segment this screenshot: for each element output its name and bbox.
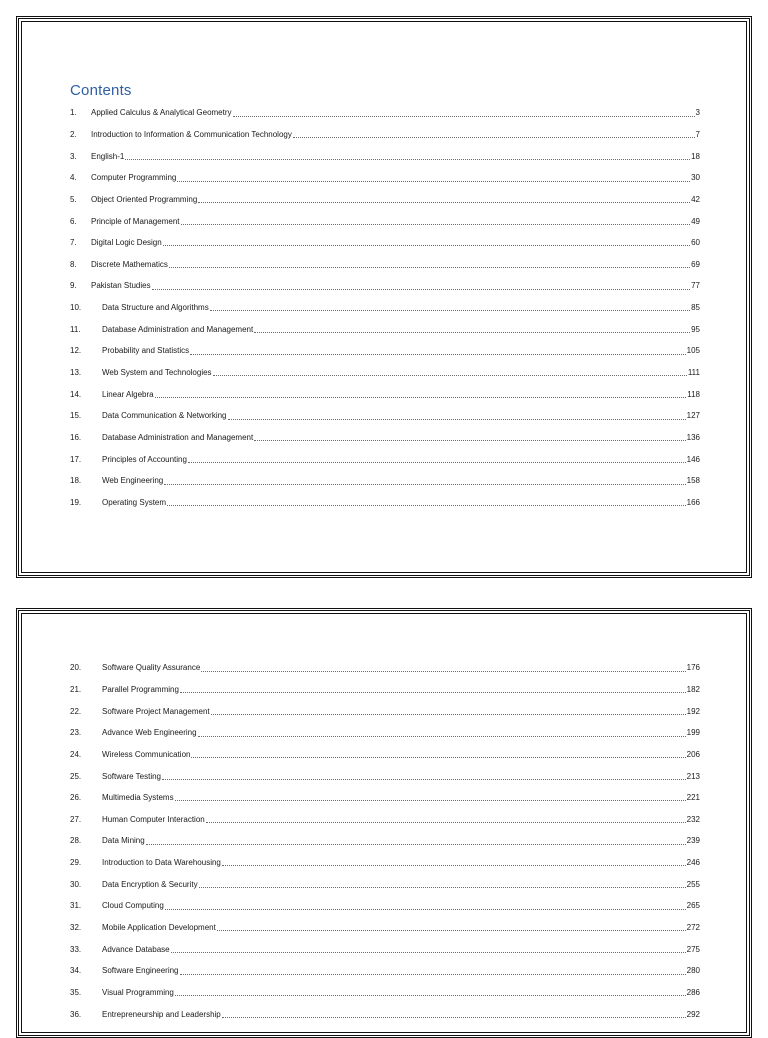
toc-dot-leader (199, 887, 686, 888)
toc-entry-title: Software Quality Assurance (102, 663, 201, 673)
toc-dot-leader (163, 245, 690, 246)
toc-entry-number: 28. (70, 836, 82, 846)
toc-dot-leader (162, 779, 686, 780)
toc-dot-leader (213, 375, 687, 376)
toc-entry-title: Web Engineering (102, 476, 164, 486)
toc-dot-leader (222, 865, 686, 866)
toc-dot-leader (175, 995, 686, 996)
toc-dot-leader (233, 116, 695, 117)
toc-entry[interactable] (70, 982, 700, 1004)
toc-entry-title: Advance Database (102, 944, 170, 954)
toc-entry-number: 16. (70, 432, 82, 442)
toc-dot-leader (164, 484, 685, 485)
toc-entry[interactable] (70, 679, 700, 701)
toc-dot-leader (167, 505, 686, 506)
toc-dot-leader (198, 202, 690, 203)
toc-entry-page-number: 265 (686, 901, 700, 911)
toc-entry-title: Software Engineering (102, 966, 179, 976)
toc-entry[interactable] (70, 873, 700, 895)
toc-entry-page-number: 69 (691, 259, 700, 269)
toc-dot-leader (152, 289, 691, 290)
toc-entry-page-number: 255 (686, 879, 700, 889)
toc-entry[interactable] (70, 830, 700, 852)
toc-entry-page-number: 232 (686, 814, 700, 824)
toc-entry-number: 18. (70, 476, 82, 486)
toc-entry[interactable] (70, 700, 700, 722)
toc-entry[interactable] (70, 340, 700, 362)
toc-dot-leader (254, 440, 685, 441)
toc-entry-number: 12. (70, 346, 82, 356)
toc-entry-title: Human Computer Interaction (102, 814, 205, 824)
toc-entry-page-number: 42 (691, 194, 700, 204)
toc-entry-title: Principle of Management (91, 216, 180, 226)
toc-entry-number: 9. (70, 281, 77, 291)
toc-entry[interactable] (70, 427, 700, 449)
toc-list-page-2 (70, 657, 700, 1025)
toc-entry-page-number: 118 (687, 389, 700, 399)
document-page-1 (16, 16, 752, 578)
document-page-2 (16, 608, 752, 1038)
toc-entry-page-number: 182 (686, 684, 700, 694)
toc-entry-page-number: 246 (686, 858, 700, 868)
toc-entry-title: Data Structure and Algorithms (102, 303, 209, 313)
toc-entry-title: Software Project Management (102, 706, 210, 716)
toc-entry[interactable] (70, 744, 700, 766)
toc-entry-number: 25. (70, 771, 82, 781)
toc-dot-leader (188, 462, 686, 463)
toc-dot-leader (222, 1017, 686, 1018)
toc-entry-page-number: 146 (686, 454, 700, 464)
toc-entry-number: 29. (70, 858, 82, 868)
toc-entry-page-number: 30 (691, 173, 700, 183)
toc-entry-title: Applied Calculus & Analytical Geometry (91, 108, 232, 118)
toc-entry-page-number: 105 (686, 346, 700, 356)
toc-dot-leader (190, 354, 685, 355)
toc-entry-page-number: 286 (686, 987, 700, 997)
toc-entry-page-number: 136 (686, 432, 700, 442)
toc-dot-leader (228, 419, 686, 420)
toc-entry-number: 3. (70, 151, 77, 161)
toc-entry[interactable] (70, 232, 700, 254)
toc-entry-number: 4. (70, 173, 77, 183)
toc-dot-leader (211, 714, 686, 715)
toc-entry-page-number: 239 (686, 836, 700, 846)
toc-entry-page-number: 221 (686, 793, 700, 803)
toc-entry-number: 30. (70, 879, 82, 889)
toc-entry-number: 5. (70, 194, 77, 204)
toc-entry-number: 33. (70, 944, 82, 954)
toc-entry-number: 31. (70, 901, 82, 911)
toc-dot-leader (181, 224, 691, 225)
toc-entry-number: 24. (70, 749, 82, 759)
toc-entry-title: Introduction to Data Warehousing (102, 858, 221, 868)
toc-entry[interactable] (70, 318, 700, 340)
toc-entry-number: 6. (70, 216, 77, 226)
toc-entry[interactable] (70, 722, 700, 744)
toc-entry-page-number: 7 (695, 129, 700, 139)
toc-entry-title: Mobile Application Development (102, 923, 216, 932)
toc-dot-leader (254, 332, 690, 333)
toc-entry-number: 34. (70, 966, 82, 976)
toc-entry-title: Database Administration and Management (102, 432, 254, 442)
toc-entry-number: 10. (70, 303, 82, 313)
toc-entry[interactable] (70, 787, 700, 809)
toc-entry-title: Database Administration and Management (102, 324, 254, 334)
toc-entry-title: Principles of Accounting (102, 454, 187, 464)
toc-entry-number: 20. (70, 663, 82, 673)
toc-entry-number: 22. (70, 706, 82, 716)
toc-entry[interactable] (70, 210, 700, 232)
toc-entry-number: 35. (70, 987, 82, 997)
toc-entry[interactable] (70, 1003, 700, 1025)
toc-entry-title: Parallel Programming (102, 684, 179, 694)
toc-entry[interactable] (70, 362, 700, 384)
toc-dot-leader (169, 267, 690, 268)
toc-entry-title: Operating System (102, 497, 167, 507)
toc-dot-leader (180, 974, 686, 975)
toc-entry-number: 1. (70, 108, 77, 118)
toc-entry-page-number: 275 (686, 944, 700, 954)
toc-dot-leader (198, 736, 686, 737)
toc-entry-title: Introduction to Information & Communication Technology (91, 129, 292, 139)
toc-entry-page-number: 206 (686, 749, 700, 759)
toc-entry[interactable] (70, 448, 700, 470)
toc-entry-title: Data Mining (102, 836, 145, 846)
toc-entry-page-number: 85 (691, 303, 700, 313)
toc-entry-page-number: 49 (691, 216, 700, 226)
toc-dot-leader (171, 952, 686, 953)
toc-entry-title: Probability and Statistics (102, 346, 190, 356)
toc-entry-number: 26. (70, 793, 82, 803)
toc-entry[interactable] (70, 808, 700, 830)
toc-entry[interactable] (70, 895, 700, 917)
toc-entry-title: Object Oriented Programming (91, 194, 198, 204)
toc-entry[interactable] (70, 657, 700, 679)
toc-entry[interactable] (70, 765, 700, 787)
toc-list-page-1 (70, 102, 700, 513)
toc-entry-page-number: 199 (686, 728, 700, 738)
toc-entry-number: 19. (70, 497, 82, 507)
toc-entry-title: Data Communication & Networking (102, 411, 227, 421)
toc-dot-leader (201, 671, 685, 672)
toc-dot-leader (165, 909, 686, 910)
toc-entry-number: 32. (70, 923, 82, 932)
toc-entry-page-number: 292 (686, 1009, 700, 1019)
toc-entry[interactable] (70, 492, 700, 514)
toc-entry-page-number: 18 (691, 151, 700, 161)
toc-entry-page-number: 192 (686, 706, 700, 716)
toc-entry[interactable] (70, 405, 700, 427)
toc-entry-title: Visual Programming (102, 987, 174, 997)
toc-entry-number: 17. (70, 454, 82, 464)
toc-entry-page-number: 272 (686, 923, 700, 932)
toc-entry[interactable] (70, 167, 700, 189)
toc-entry-title: Software Testing (102, 771, 161, 781)
toc-entry[interactable] (70, 960, 700, 982)
toc-entry[interactable] (70, 275, 700, 297)
toc-entry[interactable] (70, 124, 700, 146)
toc-entry-number: 2. (70, 129, 77, 139)
toc-entry-title: Discrete Mathematics (91, 259, 168, 269)
toc-entry-number: 8. (70, 259, 77, 269)
toc-dot-leader (180, 692, 686, 693)
toc-entry[interactable] (70, 253, 700, 275)
toc-entry-page-number: 166 (686, 497, 700, 507)
toc-entry[interactable] (70, 852, 700, 874)
toc-entry-page-number: 60 (691, 238, 700, 248)
toc-dot-leader (125, 159, 690, 160)
toc-entry-page-number: 3 (695, 108, 700, 118)
toc-entry-number: 15. (70, 411, 82, 421)
toc-entry-page-number: 77 (691, 281, 700, 291)
toc-entry-page-number: 213 (686, 771, 700, 781)
toc-entry-title: Cloud Computing (102, 901, 164, 911)
toc-entry-number: 27. (70, 814, 82, 824)
toc-entry-number: 13. (70, 368, 82, 377)
toc-dot-leader (146, 844, 686, 845)
toc-entry-page-number: 176 (686, 663, 700, 673)
contents-heading: Contents (70, 82, 132, 99)
toc-entry-page-number: 127 (686, 411, 700, 421)
toc-entry-number: 7. (70, 238, 77, 248)
toc-entry-page-number: 95 (691, 324, 700, 334)
toc-dot-leader (217, 930, 686, 931)
toc-dot-leader (155, 397, 687, 398)
toc-dot-leader (210, 310, 690, 311)
toc-entry[interactable] (70, 383, 700, 405)
toc-dot-leader (293, 137, 695, 138)
toc-entry[interactable] (70, 102, 700, 124)
toc-entry-title: Computer Programming (91, 173, 177, 183)
toc-entry-page-number: 158 (686, 476, 700, 486)
toc-entry-title: Pakistan Studies (91, 281, 151, 291)
toc-entry-title: Advance Web Engineering (102, 728, 197, 738)
toc-entry-page-number: 280 (686, 966, 700, 976)
toc-entry-title: Multimedia Systems (102, 793, 174, 803)
toc-entry-title: Data Encryption & Security (102, 879, 198, 889)
toc-entry-number: 14. (70, 389, 82, 399)
toc-entry[interactable] (70, 189, 700, 211)
toc-entry-title: Entrepreneurship and Leadership (102, 1009, 221, 1019)
toc-entry[interactable] (70, 470, 700, 492)
toc-dot-leader (175, 800, 686, 801)
toc-entry-title: Web System and Technologies (102, 368, 212, 377)
toc-entry[interactable] (70, 938, 700, 960)
toc-entry-number: 23. (70, 728, 82, 738)
toc-entry[interactable] (70, 917, 700, 939)
toc-entry[interactable] (70, 145, 700, 167)
toc-entry-number: 11. (70, 324, 81, 334)
toc-entry-page-number: 111 (687, 368, 700, 377)
toc-entry-title: English-1 (91, 151, 125, 161)
toc-entry-number: 21. (70, 684, 82, 694)
toc-entry-title: Linear Algebra (102, 389, 154, 399)
toc-entry-number: 36. (70, 1009, 82, 1019)
toc-entry-title: Digital Logic Design (91, 238, 162, 248)
toc-entry[interactable] (70, 297, 700, 319)
toc-dot-leader (206, 822, 686, 823)
toc-dot-leader (191, 757, 685, 758)
toc-dot-leader (177, 181, 690, 182)
toc-entry-title: Wireless Communication (102, 749, 191, 759)
